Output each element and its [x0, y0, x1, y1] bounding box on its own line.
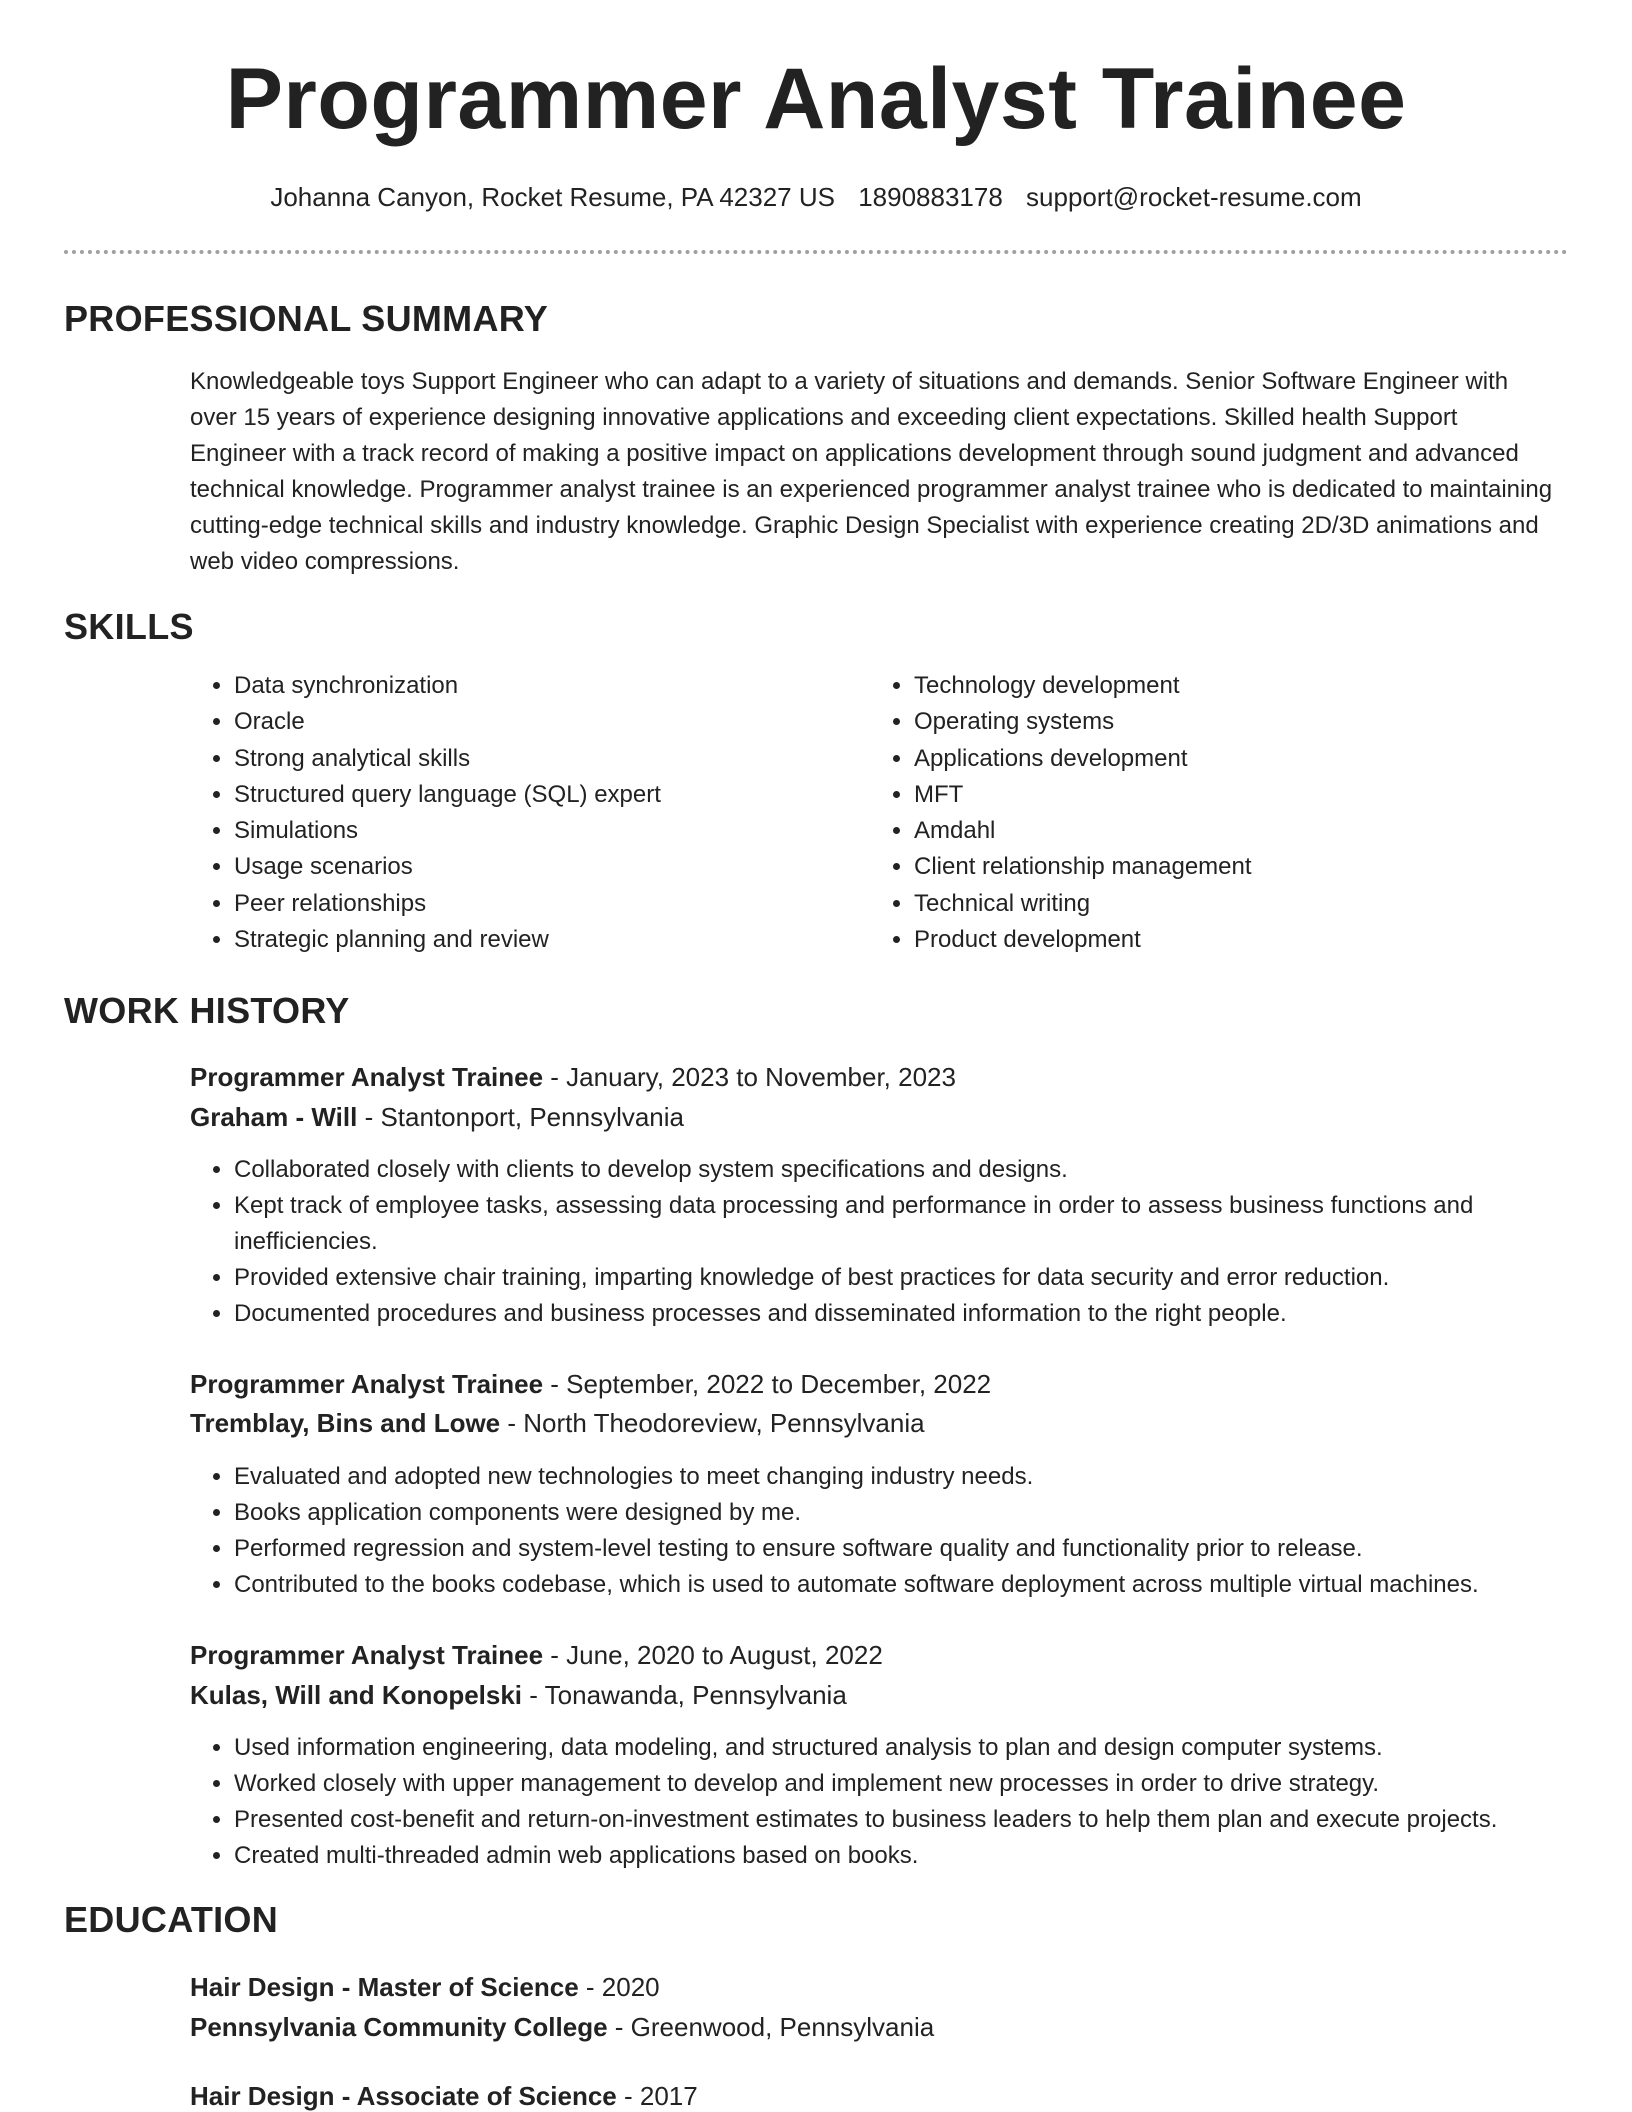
education-degree-line [190, 2081, 698, 2112]
education-location: - Greenwood, Pennsylvania [607, 2012, 935, 2042]
skill-item: • Operating systems [914, 704, 1554, 740]
contact-email: support@rocket-resume.com [1026, 182, 1362, 212]
contact-line [0, 182, 1632, 213]
job-bullets [190, 1459, 1604, 1603]
job-title: Programmer Analyst Trainee [190, 1062, 544, 1092]
job-bullet: • Books application components were designed by me. [234, 1495, 1604, 1531]
job-location: - Tonawanda, Pennsylvania [522, 1680, 847, 1710]
header-divider [64, 250, 1568, 254]
job-title-line [190, 1640, 883, 1671]
job-bullet: • Collaborated closely with clients to develop system specifications and designs. [234, 1152, 1604, 1188]
education-degree-line [190, 1972, 660, 2003]
education-heading: EDUCATION [64, 1899, 279, 1940]
skill-item: • Applications development [914, 741, 1554, 777]
job-dates: - January, 2023 to November, 2023 [543, 1062, 956, 1092]
job-bullet: • Evaluated and adopted new technologies to meet changing industry needs. [234, 1459, 1604, 1495]
contact-address: Johanna Canyon, Rocket Resume, PA 42327 US [270, 182, 835, 212]
job-company-line [190, 1102, 684, 1133]
job-company: Tremblay, Bins and Lowe [190, 1408, 501, 1438]
job-bullet: • Presented cost-benefit and return-on-investment estimates to business leaders to help them plan and execute projects. [234, 1802, 1604, 1838]
skill-item: • Client relationship management [914, 849, 1554, 885]
summary-heading: PROFESSIONAL SUMMARY [64, 298, 549, 339]
job-bullet: • Created multi-threaded admin web applications based on books. [234, 1838, 1604, 1874]
education-year: - 2017 [616, 2081, 698, 2111]
job-bullet: • Documented procedures and business processes and disseminated information to the right people. [234, 1296, 1604, 1332]
education-school-line [190, 2012, 934, 2043]
job-bullet: • Used information engineering, data modeling, and structured analysis to plan and design computer systems. [234, 1730, 1604, 1766]
contact-phone: 1890883178 [858, 182, 1003, 212]
skill-item: • Strategic planning and review [234, 922, 874, 958]
job-title: Programmer Analyst Trainee [190, 1369, 544, 1399]
education-degree: Hair Design - Master of Science [190, 1972, 579, 2002]
skill-item: • Simulations [234, 813, 874, 849]
skill-item: • Peer relationships [234, 886, 874, 922]
job-title: Programmer Analyst Trainee [190, 1640, 544, 1670]
job-bullets [190, 1152, 1604, 1332]
job-company: Graham - Will [190, 1102, 358, 1132]
work-heading: WORK HISTORY [64, 990, 350, 1031]
skill-item: • Technical writing [914, 886, 1554, 922]
skills-list-right [870, 668, 1554, 958]
skill-item: • Oracle [234, 704, 874, 740]
job-bullet: • Contributed to the books codebase, which is used to automate software deployment across multiple virtual machines. [234, 1567, 1604, 1603]
skill-item: • Usage scenarios [234, 849, 874, 885]
skill-item: • Technology development [914, 668, 1554, 704]
job-dates: - June, 2020 to August, 2022 [543, 1640, 883, 1670]
skill-item: • Structured query language (SQL) expert [234, 777, 874, 813]
job-bullet: • Provided extensive chair training, imparting knowledge of best practices for data security and error reduction. [234, 1260, 1604, 1296]
job-bullet: • Kept track of employee tasks, assessing data processing and performance in order to assess business functions and inefficiencies. [234, 1188, 1604, 1260]
job-title-line [190, 1062, 956, 1093]
education-degree: Hair Design - Associate of Science [190, 2081, 617, 2111]
job-bullet: • Worked closely with upper management to develop and implement new processes in order to drive strategy. [234, 1766, 1604, 1802]
job-bullet: • Performed regression and system-level testing to ensure software quality and functionality prior to release. [234, 1531, 1604, 1567]
skills-heading: SKILLS [64, 606, 194, 647]
job-dates: - September, 2022 to December, 2022 [543, 1369, 992, 1399]
job-company: Kulas, Will and Konopelski [190, 1680, 523, 1710]
skill-item: • MFT [914, 777, 1554, 813]
job-company-line [190, 1680, 847, 1711]
job-location: - North Theodoreview, Pennsylvania [500, 1408, 925, 1438]
job-company-line [190, 1408, 925, 1439]
job-title-line [190, 1369, 991, 1400]
skill-item: • Data synchronization [234, 668, 874, 704]
skills-list-left [190, 668, 874, 958]
job-bullets [190, 1730, 1604, 1874]
education-school: Pennsylvania Community College [190, 2012, 608, 2042]
job-location: - Stantonport, Pennsylvania [357, 1102, 684, 1132]
skill-item: • Amdahl [914, 813, 1554, 849]
summary-text: Knowledgeable toys Support Engineer who can adapt to a variety of situations and demands. Senior Software Engineer with over 15 years of experience designing innovative applications and exceeding client expectations. Skilled health Support Engineer with a track record of making a positive impact on applications development through sound judgment and advanced technical knowledge. Programmer analyst trainee is an experienced programmer analyst trainee who is dedicated to maintaining cutting-edge technical skills and industry knowledge. Graphic Design Specialist with experience creating 2D/3D animations and web video compressions. [190, 368, 1553, 575]
resume-title: Programmer Analyst Trainee [225, 51, 1407, 147]
skill-item: • Product development [914, 922, 1554, 958]
skill-item: • Strong analytical skills [234, 741, 874, 777]
education-year: - 2020 [578, 1972, 660, 2002]
